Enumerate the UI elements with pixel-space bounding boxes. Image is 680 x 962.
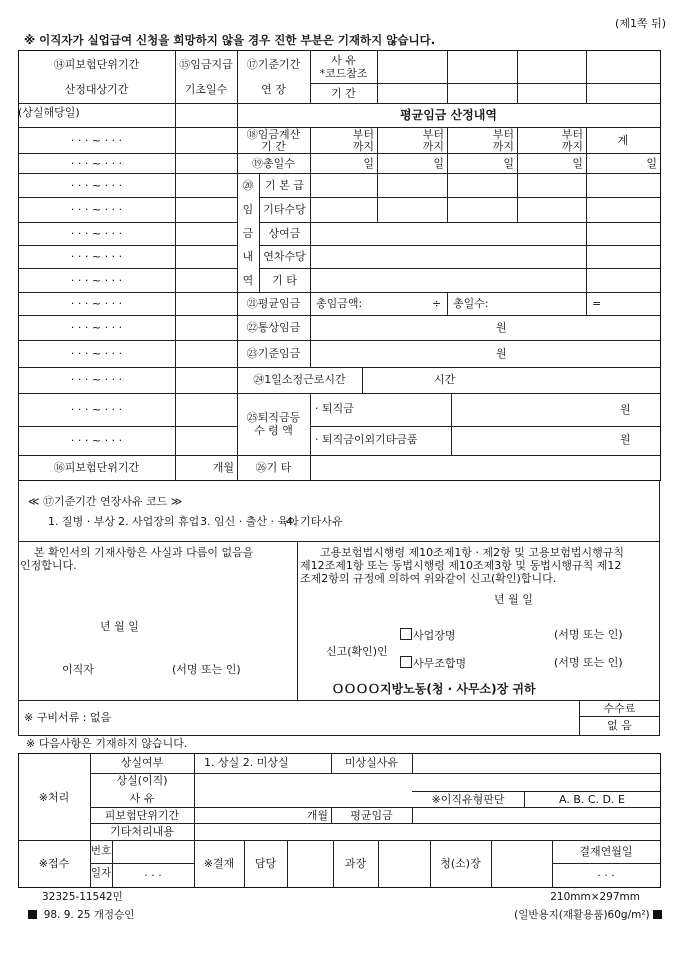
table-rule bbox=[18, 393, 660, 394]
other-label: ㉖기 타 bbox=[255, 461, 292, 474]
annual-leave-pay-label: 연차수당 bbox=[263, 250, 306, 263]
number-label: 번호 bbox=[90, 845, 112, 857]
wage-calc-period-label: ⑱임금계산 bbox=[246, 128, 301, 141]
table-rule bbox=[586, 127, 587, 315]
total-label: 계 bbox=[617, 134, 629, 147]
day-unit: 일 bbox=[646, 157, 657, 170]
col-extension-header: 연 장 bbox=[261, 83, 286, 96]
table-rule bbox=[18, 367, 660, 368]
table-rule bbox=[90, 823, 660, 824]
fee-value: 없 음 bbox=[607, 719, 632, 732]
approval-label: ※결재 bbox=[203, 857, 235, 870]
separation-options[interactable]: A. B. C. D. E bbox=[559, 793, 625, 806]
table-rule bbox=[378, 840, 379, 887]
table-rule bbox=[18, 700, 660, 701]
table-rule bbox=[90, 807, 660, 808]
table-rule bbox=[18, 735, 660, 736]
non-loss-reason-label: 미상실사유 bbox=[344, 756, 399, 769]
other-money-label: · 퇴직금이외기타금품 bbox=[315, 433, 418, 446]
confirm-text-2: 인정합니다. bbox=[20, 559, 77, 572]
table-rule bbox=[18, 292, 660, 293]
paper-note bbox=[514, 909, 662, 922]
months-unit: 개월 bbox=[212, 461, 234, 474]
base-wage-label: ㉓기준임금 bbox=[246, 347, 301, 360]
union-signature[interactable]: (서명 또는 인) bbox=[554, 656, 623, 669]
table-rule bbox=[310, 426, 660, 427]
loss-reason-label-2: 사 유 bbox=[129, 792, 155, 805]
office-chief-label: 청(소)장 bbox=[440, 857, 481, 870]
table-rule bbox=[259, 222, 660, 223]
table-rule bbox=[18, 426, 237, 427]
col-insured-period-header: ⑭피보험단위기간 bbox=[53, 58, 140, 71]
day-unit: 일 bbox=[572, 157, 583, 170]
table-rule bbox=[377, 50, 378, 103]
table-rule bbox=[18, 541, 660, 542]
code-item: 1. 질병 · 부상 bbox=[48, 515, 115, 528]
table-rule bbox=[362, 367, 363, 393]
table-rule bbox=[412, 791, 660, 792]
wage-detail-char: 임 bbox=[242, 203, 254, 216]
wage-calc-period-label-2: 기 간 bbox=[261, 140, 286, 153]
won-unit: 원 bbox=[620, 433, 631, 446]
separation-type-label: ※이직유형판단 bbox=[431, 793, 505, 806]
table-rule bbox=[579, 716, 660, 717]
approval-date-label: 결재연월일 bbox=[579, 845, 633, 858]
table-rule bbox=[412, 807, 413, 823]
period-label: 기 간 bbox=[331, 87, 356, 100]
table-rule bbox=[18, 455, 660, 456]
table-rule bbox=[18, 480, 19, 735]
other-processing-label: 기타처리내용 bbox=[110, 825, 174, 838]
table-rule bbox=[517, 50, 518, 103]
table-rule bbox=[297, 541, 298, 700]
col-calc-period-header: 산정대상기간 bbox=[64, 83, 129, 96]
col-base-days-header: 기초일수 bbox=[184, 83, 228, 96]
fee-label: 수수료 bbox=[603, 702, 636, 715]
table-rule bbox=[491, 840, 492, 887]
approval-date-field[interactable]: · · · bbox=[597, 869, 615, 882]
worker-signature[interactable]: (서명 또는 인) bbox=[172, 663, 241, 676]
page-label: (제1쪽 뒤) bbox=[615, 17, 666, 30]
report-text-2: 제12조제1항 또는 동법시행령 제10조제3항 및 동법시행규칙 제12 bbox=[300, 559, 622, 572]
loss-reason-label: 상실(이직) bbox=[116, 774, 168, 787]
checkbox-icon[interactable] bbox=[400, 628, 412, 640]
day-unit: 일 bbox=[363, 157, 374, 170]
period-row[interactable]: · · · ~ · · · bbox=[70, 134, 123, 147]
table-rule bbox=[287, 840, 288, 887]
daily-hours-label: ㉔1일소정근로시간 bbox=[253, 373, 346, 386]
top-notice: ※ 이직자가 실업급여 신청을 희망하지 않을 경우 진한 부분은 기재하지 않습니다. bbox=[24, 33, 436, 47]
won-unit: 원 bbox=[620, 403, 631, 416]
paper-size: 210mm×297mm bbox=[550, 891, 640, 903]
col-wage-days-header: ⑮임금지급 bbox=[179, 58, 233, 71]
table-rule bbox=[18, 197, 237, 198]
table-rule bbox=[310, 83, 660, 84]
business-name-label: 사업장명 bbox=[413, 629, 456, 642]
worker-label: 이직자 bbox=[62, 663, 94, 676]
code-item: 2. 사업장의 휴업 bbox=[118, 515, 200, 528]
from-label: 부터 bbox=[561, 128, 583, 141]
avg-wage-label: ㉑평균임금 bbox=[246, 297, 301, 310]
bonus-label: 상여금 bbox=[268, 227, 301, 240]
wage-detail-char: 역 bbox=[242, 274, 254, 287]
col-base-period-header: ⑰기준기간 bbox=[246, 58, 301, 71]
table-rule bbox=[259, 268, 660, 269]
table-rule bbox=[18, 222, 237, 223]
table-rule bbox=[18, 153, 660, 154]
required-docs: ※ 구비서류 : 없음 bbox=[24, 711, 112, 724]
report-text: 고용보험법시행령 제10조제1항 · 제2항 및 고용보험법시행규칙 bbox=[320, 546, 624, 559]
form-number: 32325-11542민 bbox=[42, 891, 123, 903]
period-row[interactable]: · · · ~ · · · bbox=[70, 250, 123, 263]
receipt-date-field[interactable]: · · · bbox=[144, 869, 162, 882]
from-label: 부터 bbox=[352, 128, 374, 141]
approval-note bbox=[28, 909, 134, 922]
basic-pay-label: 기 본 급 bbox=[265, 179, 304, 192]
table-rule bbox=[175, 50, 176, 480]
ordinary-wage-label: ㉒통상임금 bbox=[246, 321, 301, 334]
other-allowance-label: 기타수당 bbox=[263, 203, 306, 216]
table-rule bbox=[412, 753, 413, 773]
hours-unit: 시간 bbox=[434, 373, 456, 386]
wage-detail-char: 금 bbox=[242, 227, 254, 240]
receipt-label: ※접수 bbox=[38, 857, 70, 870]
section-chief-label: 과장 bbox=[344, 857, 367, 870]
severance-label-2: 수 령 액 bbox=[254, 424, 293, 437]
checkbox-icon[interactable] bbox=[400, 656, 412, 668]
lost-day-label: (상실해당일) bbox=[18, 106, 80, 119]
table-rule bbox=[659, 480, 660, 735]
paper-text: (일반용지(재활용품)60g/m²) bbox=[514, 909, 650, 921]
approval-text: 98. 9. 25 개정승인 bbox=[43, 909, 135, 921]
period-row[interactable]: · · · ~ · · · bbox=[70, 347, 123, 360]
from-label: 부터 bbox=[422, 128, 444, 141]
table-rule bbox=[447, 50, 448, 103]
loss-status-label: 상실여부 bbox=[120, 756, 164, 769]
in-charge-label: 담당 bbox=[254, 857, 277, 870]
etc-label: 기 타 bbox=[272, 274, 297, 287]
addressee: ＯＯＯＯ지방노동(청 · 사무소)장 귀하 bbox=[332, 682, 536, 696]
reason-label: 사 유 bbox=[331, 54, 356, 67]
period-row[interactable]: · · · ~ · · · bbox=[70, 227, 123, 240]
table-rule bbox=[18, 315, 660, 316]
won-unit: 원 bbox=[496, 321, 507, 334]
table-rule bbox=[586, 50, 587, 103]
business-name-option[interactable] bbox=[400, 628, 456, 642]
to-label: 까지 bbox=[352, 140, 374, 153]
report-date[interactable]: 년 월 일 bbox=[494, 593, 533, 606]
table-rule bbox=[90, 863, 194, 864]
divide-sign: ÷ bbox=[432, 297, 442, 310]
equals-sign: = bbox=[592, 297, 602, 310]
total-days-field-label: 총일수: bbox=[453, 297, 489, 310]
avg-wage-label: 평균임금 bbox=[350, 809, 393, 822]
business-signature[interactable]: (서명 또는 인) bbox=[554, 628, 623, 641]
worker-date[interactable]: 년 월 일 bbox=[100, 620, 139, 633]
table-rule bbox=[552, 863, 660, 864]
table-rule bbox=[18, 268, 237, 269]
period-row[interactable]: · · · ~ · · · bbox=[70, 157, 123, 170]
table-rule bbox=[18, 840, 660, 841]
code-reference-label: *코드참조 bbox=[319, 67, 368, 80]
to-label: 까지 bbox=[561, 140, 583, 153]
period-row[interactable]: · · · ~ · · · bbox=[70, 434, 123, 447]
table-rule bbox=[259, 197, 660, 198]
period-row[interactable]: · · · ~ · · · bbox=[70, 203, 123, 216]
code-item: 4. 기타사유 bbox=[286, 515, 343, 528]
table-rule bbox=[451, 393, 452, 455]
codes-title: ≪ ⑰기준기간 연장사유 코드 ≫ bbox=[28, 495, 183, 508]
table-rule bbox=[447, 292, 448, 315]
period-row[interactable]: · · · ~ · · · bbox=[70, 373, 123, 386]
table-rule bbox=[18, 173, 660, 174]
period-row[interactable]: · · · ~ · · · bbox=[70, 297, 123, 310]
square-bullet-icon bbox=[653, 910, 662, 919]
severance-label: ㉕퇴직금등 bbox=[246, 411, 301, 424]
total-wage-amount-label: 총임금액: bbox=[316, 297, 363, 310]
insured-period-label: 피보험단위기간 bbox=[104, 809, 180, 822]
office-notice: ※ 다음사항은 기재하지 않습니다. bbox=[26, 737, 188, 750]
date-label: 일자 bbox=[90, 867, 112, 879]
period-row[interactable]: · · · ~ · · · bbox=[70, 403, 123, 416]
period-row[interactable]: · · · ~ · · · bbox=[70, 274, 123, 287]
confirm-text: 본 확인서의 기재사항은 사실과 다름이 없음을 bbox=[34, 546, 254, 559]
union-name-label: 사무조합명 bbox=[413, 657, 467, 670]
day-unit: 일 bbox=[433, 157, 444, 170]
from-label: 부터 bbox=[492, 128, 514, 141]
table-rule bbox=[18, 245, 237, 246]
period-row[interactable]: · · · ~ · · · bbox=[70, 321, 123, 334]
to-label: 까지 bbox=[422, 140, 444, 153]
reporter-label: 신고(확인)인 bbox=[326, 645, 388, 658]
severance-pay-label: · 퇴직금 bbox=[315, 402, 354, 415]
process-label: ※처리 bbox=[38, 791, 70, 804]
table-rule bbox=[18, 103, 660, 104]
union-name-option[interactable] bbox=[400, 656, 466, 670]
period-row[interactable]: · · · ~ · · · bbox=[70, 179, 123, 192]
table-rule bbox=[310, 393, 311, 480]
day-unit: 일 bbox=[503, 157, 514, 170]
insured-period-label: ⑯피보험단위기간 bbox=[53, 461, 140, 474]
code-item: 3. 임신 · 출산 · 육아 bbox=[200, 515, 299, 528]
total-days-label: ⑲총일수 bbox=[252, 157, 295, 170]
loss-options[interactable]: 1. 상실 2. 미상실 bbox=[204, 756, 289, 769]
wage-detail-char: 내 bbox=[242, 250, 254, 263]
won-unit: 원 bbox=[496, 347, 507, 360]
square-bullet-icon bbox=[28, 910, 37, 919]
months-unit: 개월 bbox=[306, 809, 328, 822]
table-rule bbox=[18, 340, 660, 341]
table-rule bbox=[259, 245, 660, 246]
to-label: 까지 bbox=[492, 140, 514, 153]
report-text-3: 조제2항의 규정에 의하여 위와같이 신고(확인)합니다. bbox=[300, 572, 557, 585]
wage-detail-number: ⑳ bbox=[242, 179, 254, 192]
avg-wage-title: 평균임금 산정내역 bbox=[400, 108, 497, 122]
